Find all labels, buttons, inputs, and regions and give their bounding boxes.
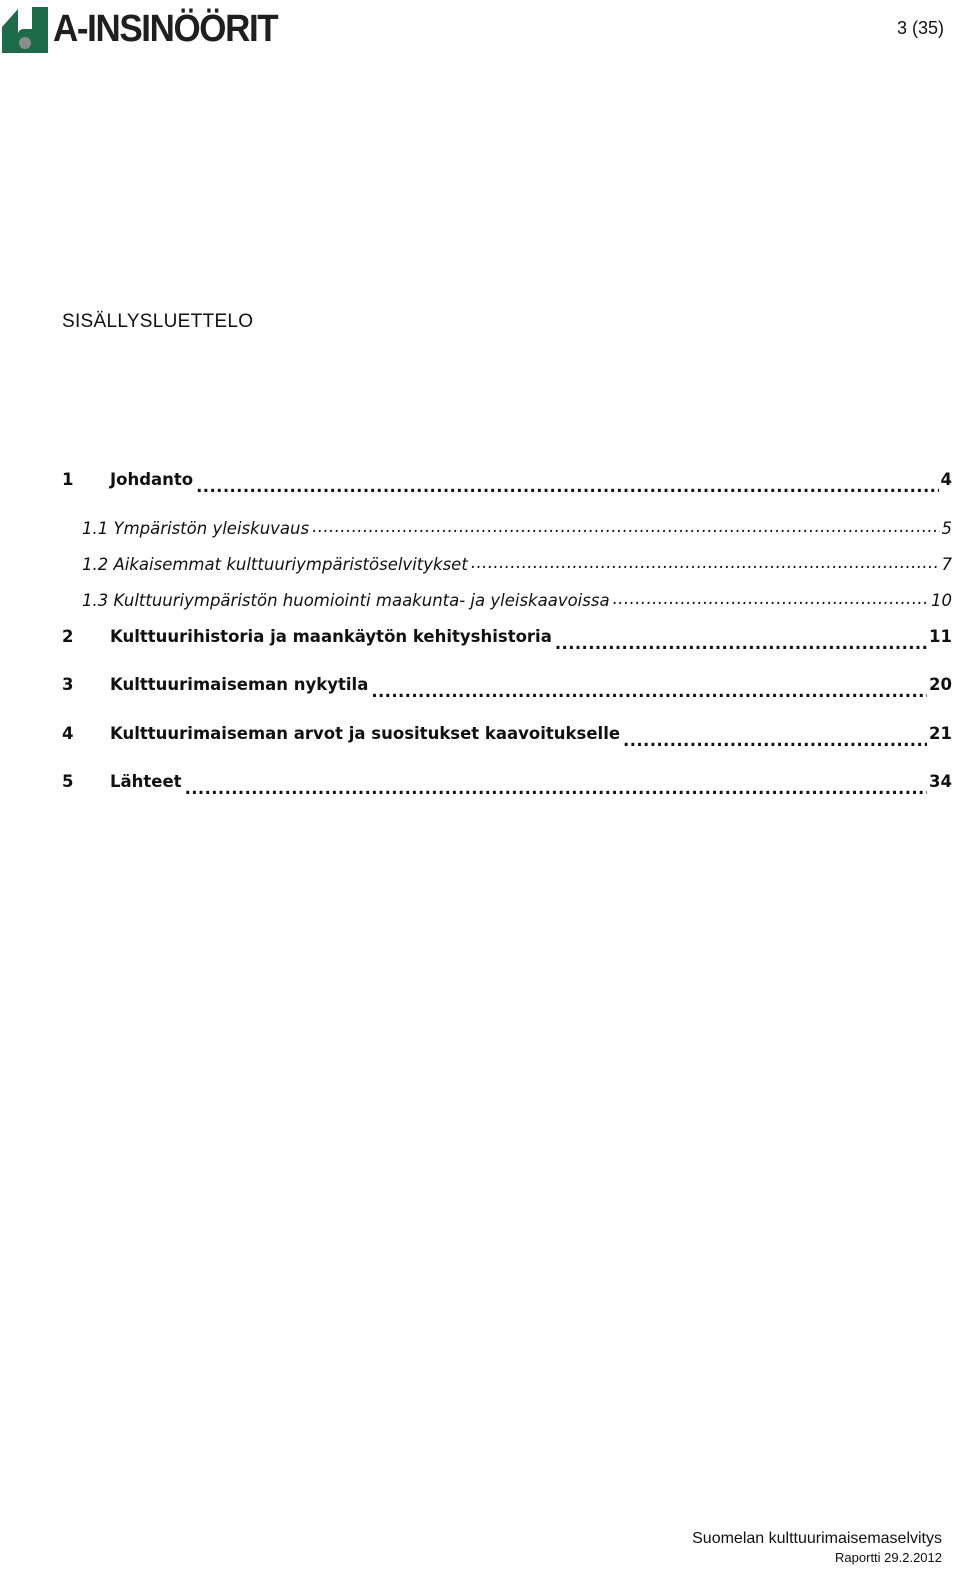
toc-entry-title: 1.2 Aikaisemmat kulttuuriympäristöselvitykset (82, 554, 468, 574)
toc-entry[interactable] (62, 671, 952, 720)
toc-entry[interactable] (62, 551, 952, 587)
toc-entry-page: 7 (941, 554, 952, 574)
footer-report-date: Raportti 29.2.2012 (835, 1550, 942, 1565)
logo-wordmark: A-INSINÖÖRIT (53, 8, 278, 50)
toc-entry-number: 5 (62, 772, 74, 791)
toc-leader-dots (196, 484, 938, 502)
toc-entry-title: Kulttuurimaiseman nykytila (110, 675, 369, 694)
footer-report-title: Suomelan kulttuurimaisemaselvitys (692, 1530, 942, 1547)
toc-entry[interactable] (62, 720, 952, 769)
toc-entry-title: 1.3 Kulttuuriympäristön huomiointi maakunta- ja yleiskaavoissa (82, 590, 610, 610)
toc-entry[interactable] (62, 587, 952, 623)
toc-entry[interactable] (62, 466, 952, 515)
toc-entry-number: 3 (62, 675, 74, 694)
toc-leader-dots (312, 524, 939, 542)
toc-entry-number: 1 (62, 470, 74, 489)
toc-entry-title: 1.1 Ympäristön yleiskuvaus (82, 518, 310, 538)
toc-leader-dots (555, 641, 927, 659)
toc-entry-title: Lähteet (110, 772, 182, 791)
toc-entry-page: 21 (929, 723, 952, 743)
toc-entry-title: Kulttuurimaiseman arvot ja suositukset kaavoitukselle (110, 723, 621, 743)
toc-entry[interactable] (62, 768, 952, 817)
toc-entry-page: 11 (929, 626, 952, 646)
toc-entry-number: 4 (62, 723, 74, 743)
toc-heading: SISÄLLYSLUETTELO (62, 311, 254, 332)
toc-entry-number: 2 (62, 626, 74, 646)
toc-leader-dots (613, 596, 929, 614)
toc-entry-page: 20 (929, 675, 952, 694)
toc-entry-page: 34 (929, 772, 952, 791)
toc-entry-page: 4 (940, 470, 952, 489)
table-of-contents (62, 466, 952, 817)
page-number: 3 (35) (896, 18, 944, 38)
toc-entry-page: 10 (931, 590, 952, 610)
toc-entry[interactable] (62, 515, 952, 551)
toc-entry-page: 5 (941, 518, 952, 538)
toc-entry-title: Kulttuurihistoria ja maankäytön kehityshistoria (110, 626, 552, 646)
toc-leader-dots (371, 689, 927, 707)
toc-leader-dots (623, 738, 927, 756)
a-insinoorit-logo-icon (2, 5, 48, 53)
toc-entry-title: Johdanto (110, 470, 194, 489)
toc-entry[interactable] (62, 623, 952, 672)
toc-leader-dots (471, 560, 940, 578)
company-logo (2, 4, 297, 54)
toc-leader-dots (185, 786, 927, 804)
